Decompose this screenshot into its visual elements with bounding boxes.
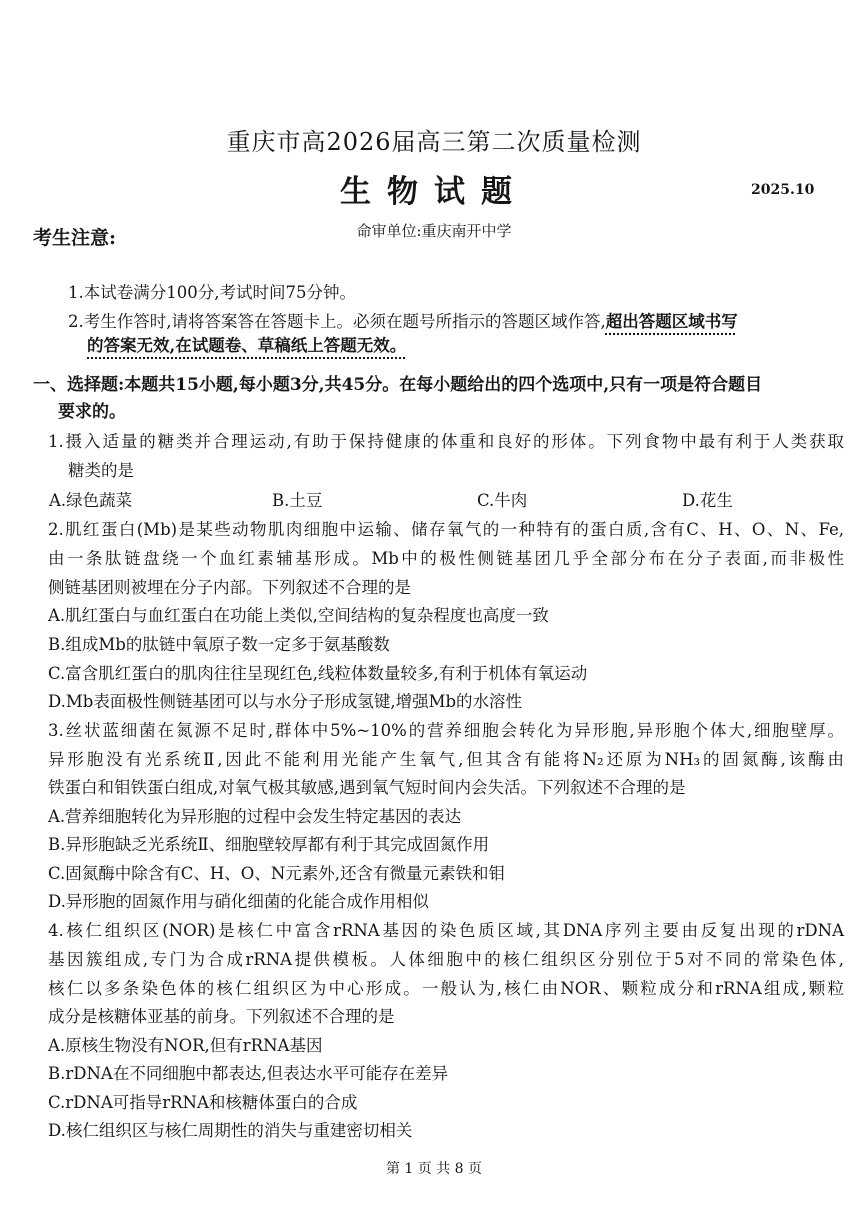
q2-stem-line2: 由一条肽链盘绕一个血红素辅基形成。Mb中的极性侧链基团几乎全部分布在分子表面,而非极性 <box>48 549 844 568</box>
subject-title: 生物试题 <box>340 174 528 210</box>
q3-option-b: B.异形胞缺乏光系统Ⅱ、细胞壁较厚都有利于其完成固氮作用 <box>48 835 490 854</box>
notice-item-2 <box>68 312 840 332</box>
q2-option-d: D.Mb表面极性侧链基团可以与水分子形成氢键,增强Mb的水溶性 <box>48 692 523 711</box>
q3-option-a: A.营养细胞转化为异形胞的过程中会发生特定基因的表达 <box>48 807 462 826</box>
q4-option-a: A.原核生物没有NOR,但有rRNA基因 <box>48 1036 323 1055</box>
notice-item-1: 1.本试卷满分100分,考试时间75分钟。 <box>68 283 356 302</box>
q4-stem-line2: 基因簇组成,专门为合成rRNA提供模板。人体细胞中的核仁组织区分别位于5对不同的常染色体, <box>48 950 844 969</box>
page-number: 第 1 页 共 8 页 <box>385 1161 483 1177</box>
q1-option-a: A.绿色蔬菜 <box>49 491 133 510</box>
q1-stem-line2: 糖类的是 <box>68 461 134 480</box>
q1-stem-line1: 1.摄入适量的糖类并合理运动,有助于保持健康的体重和良好的形体。下列食物中最有利于人类获取 <box>48 432 844 451</box>
notice-item-2-cont: 的答案无效,在试题卷、草稿纸上答题无效。 <box>87 336 407 355</box>
q2-stem-line1: 2.肌红蛋白(Mb)是某些动物肌肉细胞中运输、储存氧气的一种特有的蛋白质,含有C、H、O、N、Fe, <box>48 520 844 539</box>
notice-item-2-emphasis: 超出答题区域书写 <box>605 312 738 331</box>
notice-heading: 考生注意: <box>33 227 117 249</box>
q2-option-a: A.肌红蛋白与血红蛋白在功能上类似,空间结构的复杂程度也高度一致 <box>48 606 549 625</box>
q2-option-b: B.组成Mb的肽链中氧原子数一定多于氨基酸数 <box>48 635 390 654</box>
q1-option-c: C.牛肉 <box>477 491 528 510</box>
exam-date: 2025.10 <box>751 182 815 198</box>
q3-option-d: D.异形胞的固氮作用与硝化细菌的化能合成作用相似 <box>48 892 429 911</box>
q3-option-c: C.固氮酶中除含有C、H、O、N元素外,还含有微量元素铁和钼 <box>48 864 506 883</box>
q4-option-c: C.rDNA可指导rRNA和核糖体蛋白的合成 <box>48 1093 358 1112</box>
section-heading: 一、选择题:本题共15小题,每小题3分,共45分。在每小题给出的四个选项中,只有一项是符合题目 <box>33 375 763 395</box>
q1-option-b: B.土豆 <box>272 491 323 510</box>
q4-option-b: B.rDNA在不同细胞中都表达,但表达水平可能存在差异 <box>48 1064 449 1083</box>
notice-item-2-text: 2.考生作答时,请将答案答在答题卡上。必须在题号所指示的答题区域作答, <box>68 312 606 331</box>
q2-stem-line3: 侧链基团则被埋在分子内部。下列叙述不合理的是 <box>48 578 411 597</box>
exam-title: 重庆市高2026届高三第二次质量检测 <box>226 128 642 156</box>
author-unit: 命审单位:重庆南开中学 <box>356 222 512 240</box>
q3-stem-line2: 异形胞没有光系统Ⅱ,因此不能利用光能产生氧气,但其含有能将N₂还原为NH₃的固氮酶,该酶由 <box>48 750 844 769</box>
q3-stem-line1: 3.丝状蓝细菌在氮源不足时,群体中5%~10%的营养细胞会转化为异形胞,异形胞个体大,细胞壁厚。 <box>48 721 844 740</box>
q4-option-d: D.核仁组织区与核仁周期性的消失与重建密切相关 <box>48 1121 413 1140</box>
q4-stem-line1: 4.核仁组织区(NOR)是核仁中富含rRNA基因的染色质区域,其DNA序列主要由反复出现的rDNA <box>48 921 844 940</box>
q3-stem-line3: 铁蛋白和钼铁蛋白组成,对氧气极其敏感,遇到氧气短时间内会失活。下列叙述不合理的是 <box>48 778 686 797</box>
q1-option-d: D.花生 <box>682 491 733 510</box>
q4-stem-line4: 成分是核糖体亚基的前身。下列叙述不合理的是 <box>48 1007 395 1026</box>
q2-option-c: C.富含肌红蛋白的肌肉往往呈现红色,线粒体数量较多,有利于机体有氧运动 <box>48 664 588 683</box>
q4-stem-line3: 核仁以多条染色体的核仁组织区为中心形成。一般认为,核仁由NOR、颗粒成分和rRNA组成,颗粒 <box>48 979 844 998</box>
section-heading-cont: 要求的。 <box>58 402 126 422</box>
